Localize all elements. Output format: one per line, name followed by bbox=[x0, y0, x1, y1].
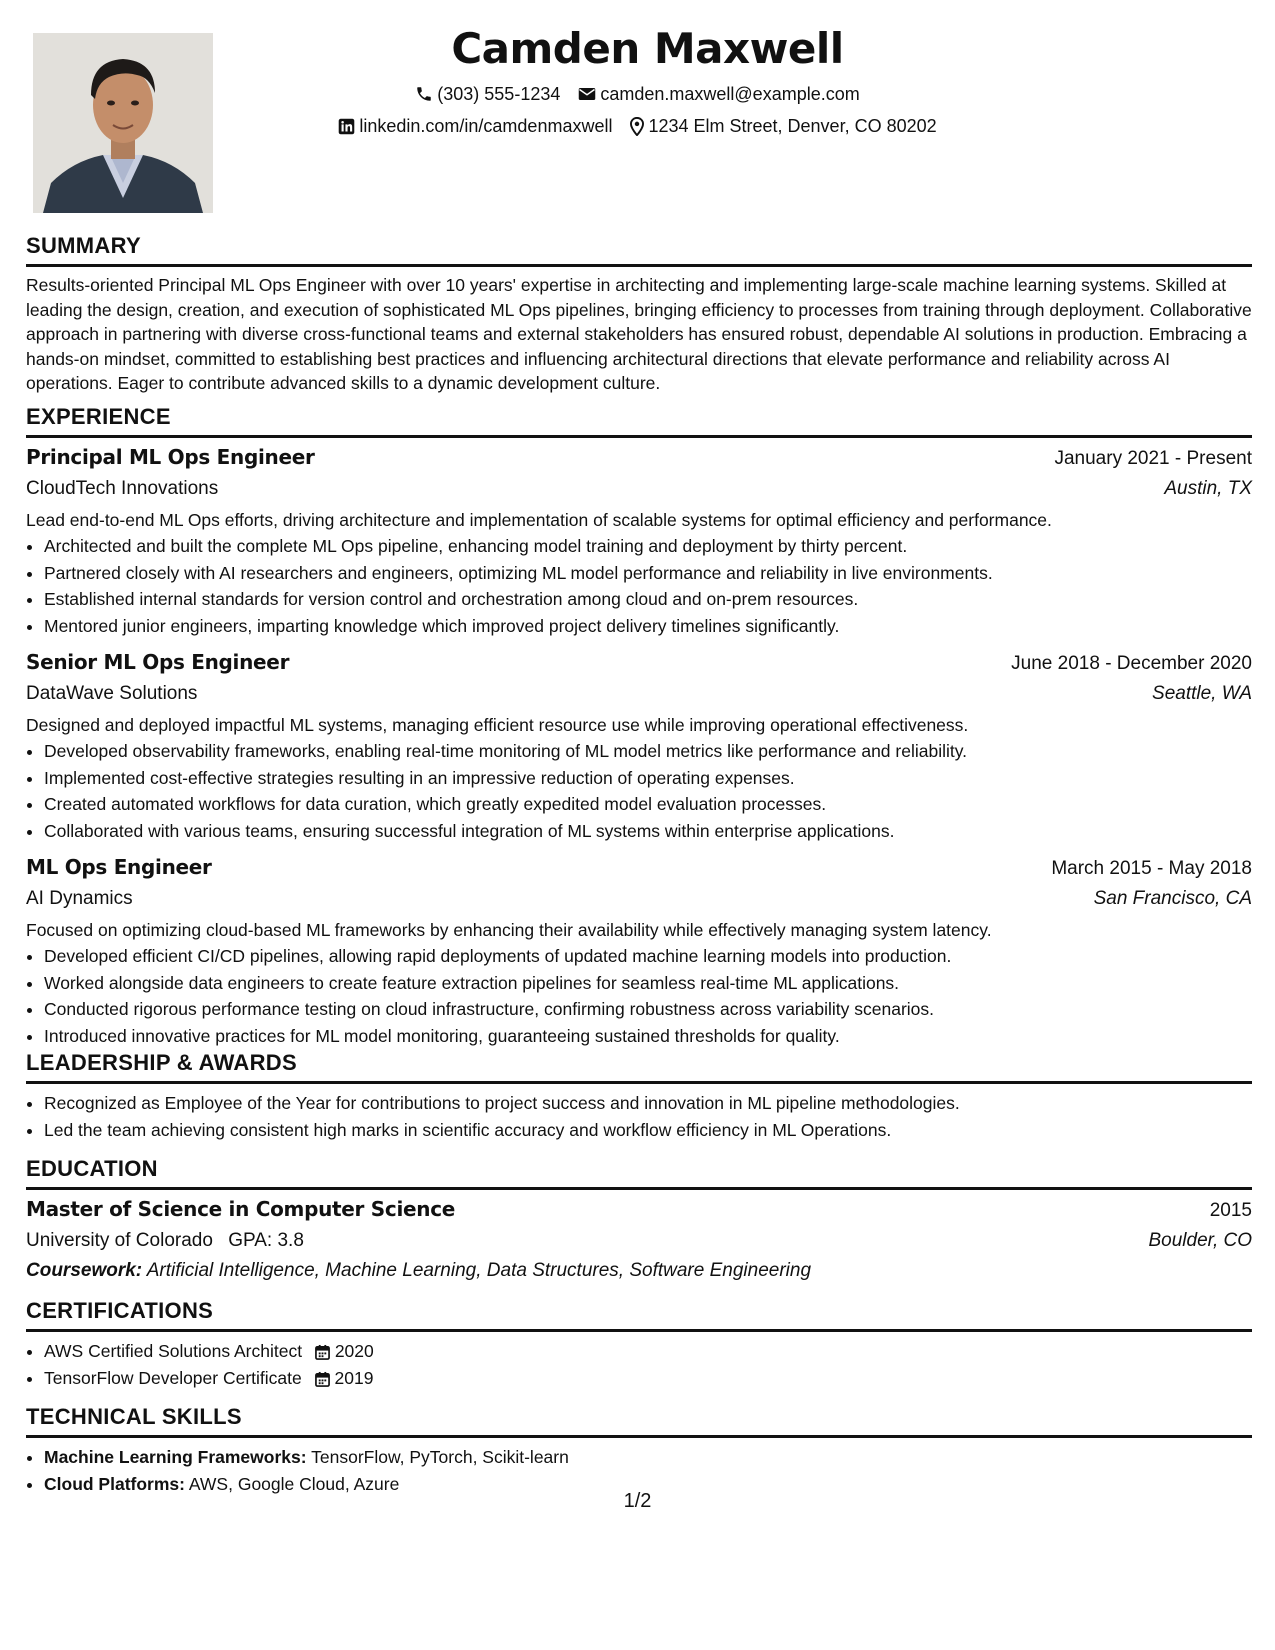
coursework-text: Artificial Intelligence, Machine Learning, Data Structures, Software Engineering bbox=[146, 1260, 812, 1281]
resume-header bbox=[0, 20, 1275, 142]
list-item: • Developed efficient CI/CD pipelines, allowing rapid deployments of updated machine learning models into production. bbox=[44, 943, 1252, 970]
skill-label: Cloud Platforms: bbox=[44, 1473, 185, 1494]
section-title-skills: TECHNICAL SKILLS bbox=[26, 1403, 1252, 1438]
job-title: Senior ML Ops Engineer bbox=[26, 650, 290, 674]
job-title: Principal ML Ops Engineer bbox=[26, 445, 315, 469]
job-location: Austin, TX bbox=[1164, 478, 1252, 499]
email-contact[interactable] bbox=[578, 78, 859, 110]
section-title-awards: LEADERSHIP & AWARDS bbox=[26, 1049, 1252, 1084]
candidate-name: Camden Maxwell bbox=[451, 24, 844, 73]
list-item: • Recognized as Employee of the Year for contributions to project success and innovation in ML pipeline methodologies. bbox=[44, 1090, 1252, 1117]
skill-value: TensorFlow, PyTorch, Scikit-learn bbox=[311, 1447, 569, 1467]
job-entry bbox=[26, 442, 1252, 639]
list-item: • Mentored junior engineers, imparting knowledge which improved project delivery timelines significantly. bbox=[44, 613, 1252, 640]
experience-section bbox=[26, 403, 1252, 1049]
certification-year: 2019 bbox=[334, 1367, 374, 1388]
linkedin-text: linkedin.com/in/camdenmaxwell bbox=[359, 116, 613, 136]
skill-label: Machine Learning Frameworks: bbox=[44, 1447, 307, 1467]
summary-section bbox=[26, 232, 1252, 396]
section-title-certifications: CERTIFICATIONS bbox=[26, 1297, 1252, 1332]
list-item: • Worked alongside data engineers to create feature extraction pipelines for seamless real-time ML applications. bbox=[44, 970, 1252, 997]
school-row bbox=[26, 1226, 1252, 1256]
job-bullets bbox=[26, 533, 1252, 639]
envelope-icon bbox=[578, 86, 596, 102]
certifications-list bbox=[26, 1338, 1252, 1391]
list-item: • Collaborated with various teams, ensuring successful integration of ML systems within enterprise applications. bbox=[44, 818, 1252, 845]
certifications-section bbox=[26, 1297, 1252, 1391]
section-title-summary: SUMMARY bbox=[26, 232, 1252, 267]
school-info bbox=[26, 1226, 304, 1256]
list-item: • Conducted rigorous performance testing on cloud infrastructure, confirming robustness across variability scenarios. bbox=[44, 996, 1252, 1023]
school-name: University of Colorado bbox=[26, 1230, 213, 1251]
section-title-experience: EXPERIENCE bbox=[26, 403, 1252, 438]
phone-icon bbox=[415, 85, 433, 103]
list-item: • Led the team achieving consistent high marks in scientific accuracy and workflow efficiency in ML Operations. bbox=[44, 1117, 1252, 1144]
list-item: • Implemented cost-effective strategies resulting in an impressive reduction of operating expenses. bbox=[44, 765, 1252, 792]
job-description: Lead end-to-end ML Ops efforts, driving architecture and implementation of scalable systems for optimal efficiency and performance. bbox=[26, 510, 1052, 530]
contact-row-1 bbox=[0, 78, 1275, 110]
certification-year: 2020 bbox=[334, 1341, 374, 1361]
calendar-icon bbox=[315, 1344, 330, 1360]
phone-text: (303) 555-1234 bbox=[437, 84, 561, 104]
job-title: ML Ops Engineer bbox=[26, 855, 212, 879]
list-item: • Developed observability frameworks, enabling real-time monitoring of ML model metrics like performance and reliability. bbox=[44, 738, 1252, 765]
job-header-row bbox=[26, 647, 1252, 679]
skill-value: AWS, Google Cloud, Azure bbox=[188, 1473, 400, 1494]
list-item: • Partnered closely with AI researchers and engineers, optimizing ML model performance and reliability in live environments. bbox=[44, 560, 1252, 587]
job-entry bbox=[26, 647, 1252, 844]
phone-contact[interactable] bbox=[415, 78, 560, 110]
email-text: camden.maxwell@example.com bbox=[600, 84, 860, 104]
list-item bbox=[44, 1338, 1252, 1365]
linkedin-contact[interactable] bbox=[338, 110, 612, 142]
job-location: Seattle, WA bbox=[1152, 683, 1252, 704]
job-header-row bbox=[26, 442, 1252, 474]
awards-list bbox=[26, 1090, 1252, 1143]
job-company: AI Dynamics bbox=[26, 888, 133, 909]
contact-row-2 bbox=[0, 110, 1275, 142]
school-location: Boulder, CO bbox=[1148, 1230, 1252, 1251]
job-company-row bbox=[26, 884, 1252, 914]
summary-text: Results-oriented Principal ML Ops Engineer with over 10 years' expertise in architecting and implementing large-scale machine learning systems. Skilled at leading the design, creation, and execution of sophisticated ML Ops pipelines, bringing efficiency to processes from training through deployment. Collaborative approach in partnering with diverse cross-functional teams and external stakeholders has ensured robust, dependable AI solutions in production. Embracing a hands-on mindset, committed to establishing best practices and influencing architectural directions that elevate performance and reliability across AI operations. Eager to contribute advanced skills to a dynamic development culture. bbox=[26, 275, 1252, 393]
job-description: Designed and deployed impactful ML systems, managing efficient resource use while improving operational effectiveness. bbox=[26, 715, 969, 735]
job-entry bbox=[26, 852, 1252, 1049]
linkedin-icon bbox=[338, 118, 355, 135]
list-item: • Established internal standards for version control and orchestration among cloud and on-prem resources. bbox=[44, 586, 1252, 613]
job-dates: June 2018 - December 2020 bbox=[1011, 653, 1252, 674]
calendar-icon bbox=[315, 1371, 330, 1387]
list-item: • Architected and built the complete ML Ops pipeline, enhancing model training and deployment by thirty percent. bbox=[44, 533, 1252, 560]
degree-name: Master of Science in Computer Science bbox=[26, 1197, 456, 1221]
degree-row bbox=[26, 1194, 1252, 1226]
job-dates: March 2015 - May 2018 bbox=[1051, 858, 1252, 879]
list-item bbox=[44, 1444, 1252, 1471]
graduation-year: 2015 bbox=[1209, 1200, 1252, 1221]
awards-section bbox=[26, 1049, 1252, 1143]
education-section bbox=[26, 1155, 1252, 1286]
coursework-row bbox=[26, 1256, 1252, 1286]
job-header-row bbox=[26, 852, 1252, 884]
map-pin-icon bbox=[630, 117, 644, 136]
job-bullets bbox=[26, 738, 1252, 844]
list-item bbox=[44, 1365, 1252, 1392]
job-company: CloudTech Innovations bbox=[26, 478, 219, 499]
coursework-label: Coursework: bbox=[26, 1260, 143, 1281]
job-company-row bbox=[26, 474, 1252, 504]
address-contact bbox=[630, 110, 936, 142]
address-text: 1234 Elm Street, Denver, CO 80202 bbox=[648, 116, 937, 136]
job-description: Focused on optimizing cloud-based ML frameworks by enhancing their availability while effectively managing system latency. bbox=[26, 920, 992, 940]
job-dates: January 2021 - Present bbox=[1054, 448, 1252, 469]
certification-name: AWS Certified Solutions Architect bbox=[44, 1341, 303, 1361]
certification-name: TensorFlow Developer Certificate bbox=[44, 1367, 302, 1388]
list-item: • Created automated workflows for data curation, which greatly expedited model evaluation processes. bbox=[44, 791, 1252, 818]
job-location: San Francisco, CA bbox=[1093, 888, 1252, 909]
list-item: • Introduced innovative practices for ML model monitoring, guaranteeing sustained thresholds for quality. bbox=[44, 1023, 1252, 1050]
page-number: 1/2 bbox=[623, 1490, 652, 1512]
section-title-education: EDUCATION bbox=[26, 1155, 1252, 1190]
job-company-row bbox=[26, 679, 1252, 709]
skills-section bbox=[26, 1403, 1252, 1497]
job-company: DataWave Solutions bbox=[26, 683, 198, 704]
gpa: GPA: 3.8 bbox=[228, 1230, 304, 1251]
job-bullets bbox=[26, 943, 1252, 1049]
